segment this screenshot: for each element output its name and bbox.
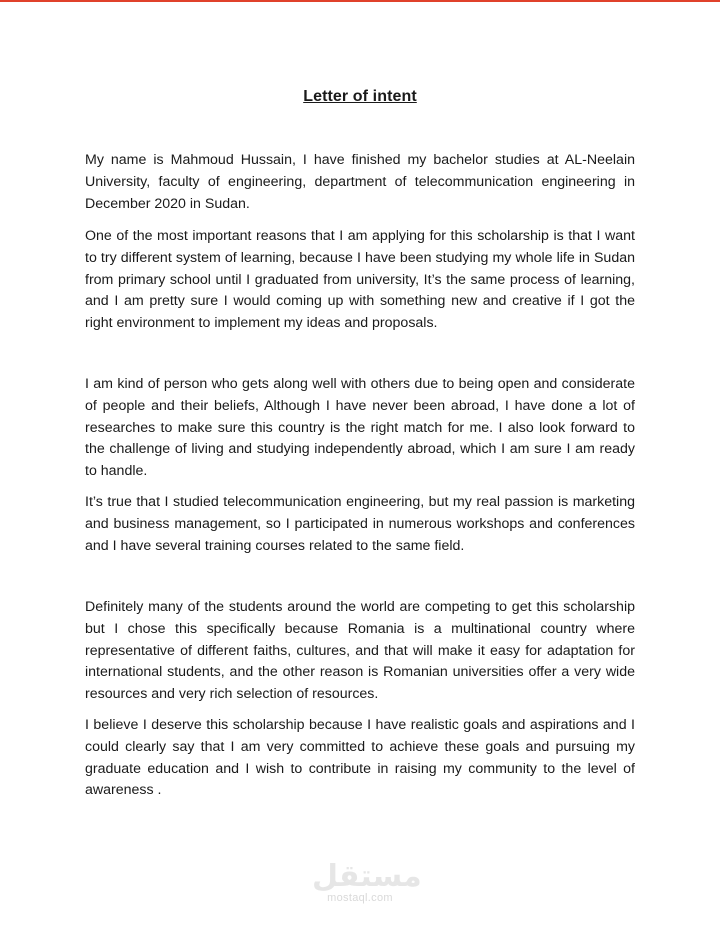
page-title: Letter of intent — [303, 88, 417, 105]
paragraph-romania: Definitely many of the students around the world are competing to get this scholarship but I chose this specifically because Romania is a multinational country where representative of different faiths, cultures, and that will make it easy for adaptation for international students, and the other reason is Romanian universities offer a very wide resources and very rich selection of resources. — [85, 599, 635, 703]
watermark-url: mostaql.com — [327, 892, 393, 904]
paragraph-conclusion: I believe I deserve this scholarship because I have realistic goals and aspirations and I could clearly say that I am very committed to achieve these goals and pursuing my graduate education and I wish to contribute in raising my community to the level of awareness . — [85, 717, 635, 799]
paragraph-passion: It’s true that I studied telecommunication engineering, but my real passion is marketing and business management, so I participated in numerous workshops and conferences and I have several training courses related to the same field. — [85, 494, 635, 554]
watermark — [312, 859, 422, 904]
paragraph-personality: I am kind of person who gets along well with others due to being open and considerate of people and their beliefs, Although I have never been abroad, I have done a lot of researches to make sure this country is the right match for me. I also look forward to the challenge of living and studying independently abroad, which I am sure I am ready to handle. — [85, 376, 635, 480]
paragraph-introduction: My name is Mahmoud Hussain, I have finished my bachelor studies at AL-Neelain University, faculty of engineering, department of telecommunication engineering in December 2020 in Sudan. — [85, 152, 635, 212]
paragraph-reasons: One of the most important reasons that I am applying for this scholarship is that I want to try different system of learning, because I have been studying my whole life in Sudan from primary school until I graduated from university, It’s the same process of learning, and I am pretty sure I would coming up with something new and creative if I got the right environment to implement my ideas and proposals. — [85, 228, 635, 332]
watermark-logo: مستقل — [312, 859, 422, 894]
